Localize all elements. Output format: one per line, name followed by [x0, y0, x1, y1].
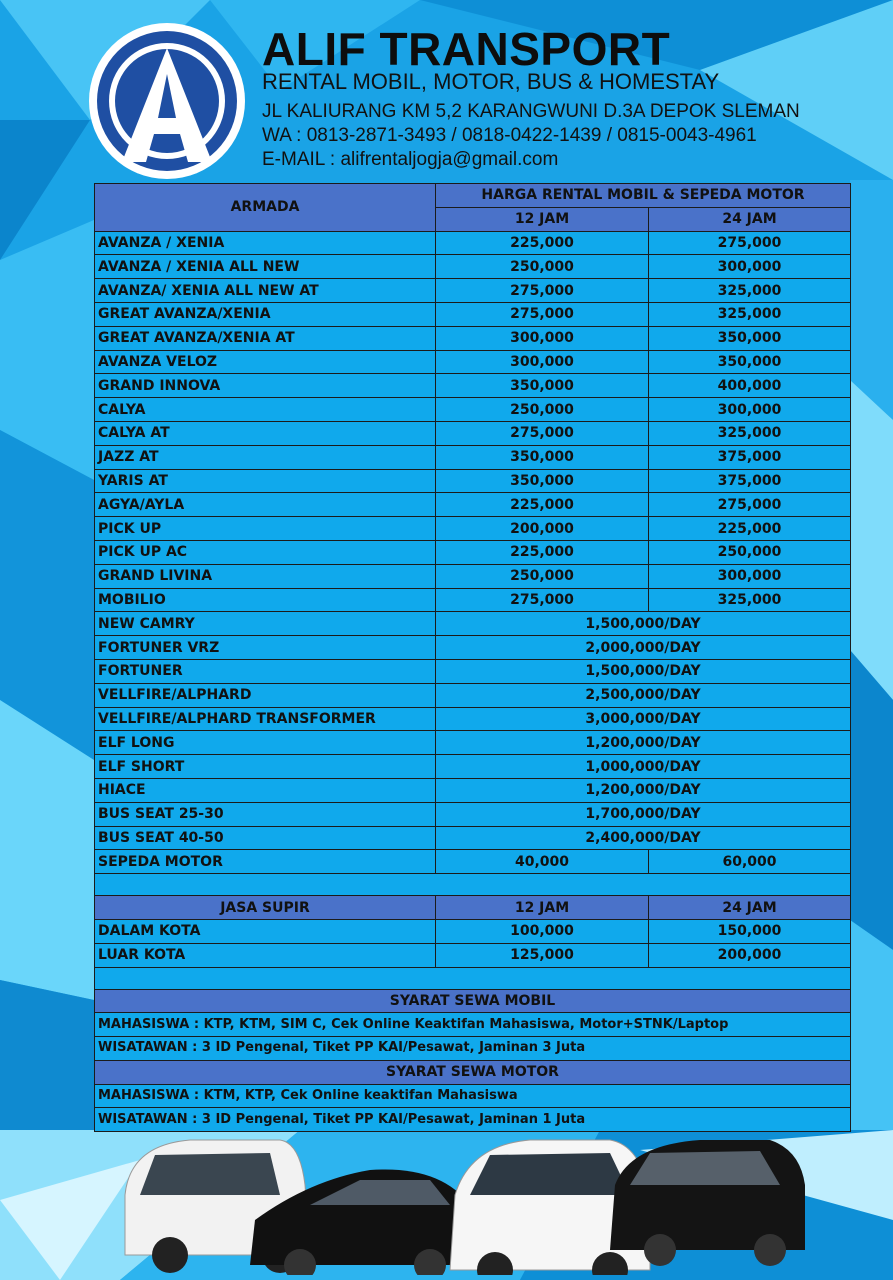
table-row — [95, 374, 851, 398]
vehicle-name: SEPEDA MOTOR — [95, 850, 436, 874]
price-24: 325,000 — [649, 279, 851, 303]
price-12: 275,000 — [436, 588, 649, 612]
table-row — [95, 540, 851, 564]
price-24: 250,000 — [649, 540, 851, 564]
price-12: 250,000 — [436, 255, 649, 279]
vehicle-name: GREAT AVANZA/XENIA AT — [95, 326, 436, 350]
vehicle-name: YARIS AT — [95, 469, 436, 493]
driver-area: DALAM KOTA — [95, 919, 436, 943]
price-12: 250,000 — [436, 398, 649, 422]
price-12: 300,000 — [436, 326, 649, 350]
table-row — [95, 231, 851, 255]
vehicle-name: FORTUNER VRZ — [95, 636, 436, 660]
email-line: E-MAIL : alifrentaljogja@gmail.com — [262, 149, 559, 170]
vehicle-name: GRAND LIVINA — [95, 564, 436, 588]
driver-header-row — [95, 896, 851, 920]
table-row — [95, 302, 851, 326]
price-24: 325,000 — [649, 421, 851, 445]
price-24: 325,000 — [649, 588, 851, 612]
price-12: 300,000 — [436, 350, 649, 374]
price-table — [94, 183, 851, 1132]
driver-col-24: 24 JAM — [649, 896, 851, 920]
price-12: 250,000 — [436, 564, 649, 588]
price-24: 275,000 — [649, 493, 851, 517]
table-row — [95, 707, 851, 731]
price-12: 225,000 — [436, 493, 649, 517]
vehicle-name: VELLFIRE/ALPHARD TRANSFORMER — [95, 707, 436, 731]
vehicle-name: HIACE — [95, 778, 436, 802]
vehicle-name: FORTUNER — [95, 659, 436, 683]
vehicle-name: AVANZA / XENIA ALL NEW — [95, 255, 436, 279]
vehicle-name: PICK UP — [95, 517, 436, 541]
motor-terms-tourist: WISATAWAN : 3 ID Pengenal, Tiket PP KAI/Pesawat, Jaminan 1 Juta — [95, 1108, 851, 1132]
car-terms-student: MAHASISWA : KTP, KTM, SIM C, Cek Online Keaktifan Mahasiswa, Motor+STNK/Laptop — [95, 1013, 851, 1037]
price-24: 60,000 — [649, 850, 851, 874]
price-per-day: 1,200,000/DAY — [436, 778, 851, 802]
cars-illustration — [110, 1125, 810, 1275]
price-12: 100,000 — [436, 919, 649, 943]
table-row — [95, 731, 851, 755]
terms-row — [95, 1037, 851, 1061]
price-24: 350,000 — [649, 326, 851, 350]
table-row — [95, 919, 851, 943]
price-per-day: 1,500,000/DAY — [436, 612, 851, 636]
price-24: 350,000 — [649, 350, 851, 374]
vehicle-name: AGYA/AYLA — [95, 493, 436, 517]
price-24: 325,000 — [649, 302, 851, 326]
price-12: 275,000 — [436, 279, 649, 303]
price-12: 225,000 — [436, 540, 649, 564]
table-row — [95, 659, 851, 683]
price-24: 375,000 — [649, 469, 851, 493]
brand-logo — [88, 22, 246, 180]
terms-row — [95, 1084, 851, 1108]
table-row — [95, 493, 851, 517]
vehicle-name: BUS SEAT 40-50 — [95, 826, 436, 850]
vehicle-name: MOBILIO — [95, 588, 436, 612]
price-12: 350,000 — [436, 445, 649, 469]
table-header-row — [95, 184, 851, 208]
table-row — [95, 469, 851, 493]
table-row — [95, 564, 851, 588]
table-row — [95, 421, 851, 445]
price-12: 125,000 — [436, 943, 649, 967]
vehicle-name: NEW CAMRY — [95, 612, 436, 636]
terms-header-row — [95, 989, 851, 1013]
price-per-day: 1,000,000/DAY — [436, 755, 851, 779]
price-24: 400,000 — [649, 374, 851, 398]
driver-head: JASA SUPIR — [95, 896, 436, 920]
mpv-image — [610, 1140, 805, 1266]
table-row — [95, 850, 851, 874]
col-12-jam: 12 JAM — [436, 207, 649, 231]
price-per-day: 3,000,000/DAY — [436, 707, 851, 731]
motor-terms-head: SYARAT SEWA MOTOR — [95, 1060, 851, 1084]
vehicle-name: ELF SHORT — [95, 755, 436, 779]
phone-line: WA : 0813-2871-3493 / 0818-0422-1439 / 0815-0043-4961 — [262, 125, 757, 146]
brand-name: ALIF TRANSPORT — [262, 23, 671, 75]
table-row — [95, 326, 851, 350]
price-24: 300,000 — [649, 564, 851, 588]
table-row — [95, 588, 851, 612]
motor-terms-student: MAHASISWA : KTM, KTP, Cek Online keaktifan Mahasiswa — [95, 1084, 851, 1108]
col-armada: ARMADA — [95, 184, 436, 232]
car-terms-tourist: WISATAWAN : 3 ID Pengenal, Tiket PP KAI/Pesawat, Jaminan 3 Juta — [95, 1037, 851, 1061]
price-24: 375,000 — [649, 445, 851, 469]
price-per-day: 2,500,000/DAY — [436, 683, 851, 707]
table-row — [95, 612, 851, 636]
table-row — [95, 755, 851, 779]
price-24: 300,000 — [649, 255, 851, 279]
vehicle-name: CALYA AT — [95, 421, 436, 445]
price-12: 225,000 — [436, 231, 649, 255]
table-row — [95, 350, 851, 374]
spacer-row — [95, 874, 851, 896]
table-row — [95, 398, 851, 422]
col-24-jam: 24 JAM — [649, 207, 851, 231]
price-per-day: 1,700,000/DAY — [436, 802, 851, 826]
price-24: 300,000 — [649, 398, 851, 422]
vehicle-name: AVANZA/ XENIA ALL NEW AT — [95, 279, 436, 303]
vehicle-name: CALYA — [95, 398, 436, 422]
spacer-row — [95, 967, 851, 989]
price-24: 150,000 — [649, 919, 851, 943]
price-12: 350,000 — [436, 469, 649, 493]
vehicle-name: AVANZA / XENIA — [95, 231, 436, 255]
brand-subtitle: RENTAL MOBIL, MOTOR, BUS & HOMESTAY — [262, 69, 720, 94]
vehicle-name: BUS SEAT 25-30 — [95, 802, 436, 826]
table-row — [95, 943, 851, 967]
table-row — [95, 445, 851, 469]
price-24: 200,000 — [649, 943, 851, 967]
terms-header-row — [95, 1060, 851, 1084]
vehicle-name: GRAND INNOVA — [95, 374, 436, 398]
table-row — [95, 279, 851, 303]
address-line: JL KALIURANG KM 5,2 KARANGWUNI D.3A DEPOK SLEMAN — [262, 101, 800, 122]
table-row — [95, 683, 851, 707]
price-12: 40,000 — [436, 850, 649, 874]
vehicle-name: GREAT AVANZA/XENIA — [95, 302, 436, 326]
price-per-day: 1,200,000/DAY — [436, 731, 851, 755]
car-terms-head: SYARAT SEWA MOBIL — [95, 989, 851, 1013]
driver-col-12: 12 JAM — [436, 896, 649, 920]
vehicle-name: PICK UP AC — [95, 540, 436, 564]
price-24: 275,000 — [649, 231, 851, 255]
col-price-group: HARGA RENTAL MOBIL & SEPEDA MOTOR — [436, 184, 851, 208]
driver-area: LUAR KOTA — [95, 943, 436, 967]
price-24: 225,000 — [649, 517, 851, 541]
price-12: 350,000 — [436, 374, 649, 398]
vehicle-name: AVANZA VELOZ — [95, 350, 436, 374]
price-12: 200,000 — [436, 517, 649, 541]
table-row — [95, 802, 851, 826]
price-per-day: 2,000,000/DAY — [436, 636, 851, 660]
vehicle-name: VELLFIRE/ALPHARD — [95, 683, 436, 707]
vehicle-name: ELF LONG — [95, 731, 436, 755]
table-row — [95, 778, 851, 802]
table-row — [95, 826, 851, 850]
table-row — [95, 255, 851, 279]
price-12: 275,000 — [436, 302, 649, 326]
table-row — [95, 636, 851, 660]
table-row — [95, 517, 851, 541]
price-12: 275,000 — [436, 421, 649, 445]
price-per-day: 2,400,000/DAY — [436, 826, 851, 850]
price-per-day: 1,500,000/DAY — [436, 659, 851, 683]
vehicle-name: JAZZ AT — [95, 445, 436, 469]
terms-row — [95, 1013, 851, 1037]
